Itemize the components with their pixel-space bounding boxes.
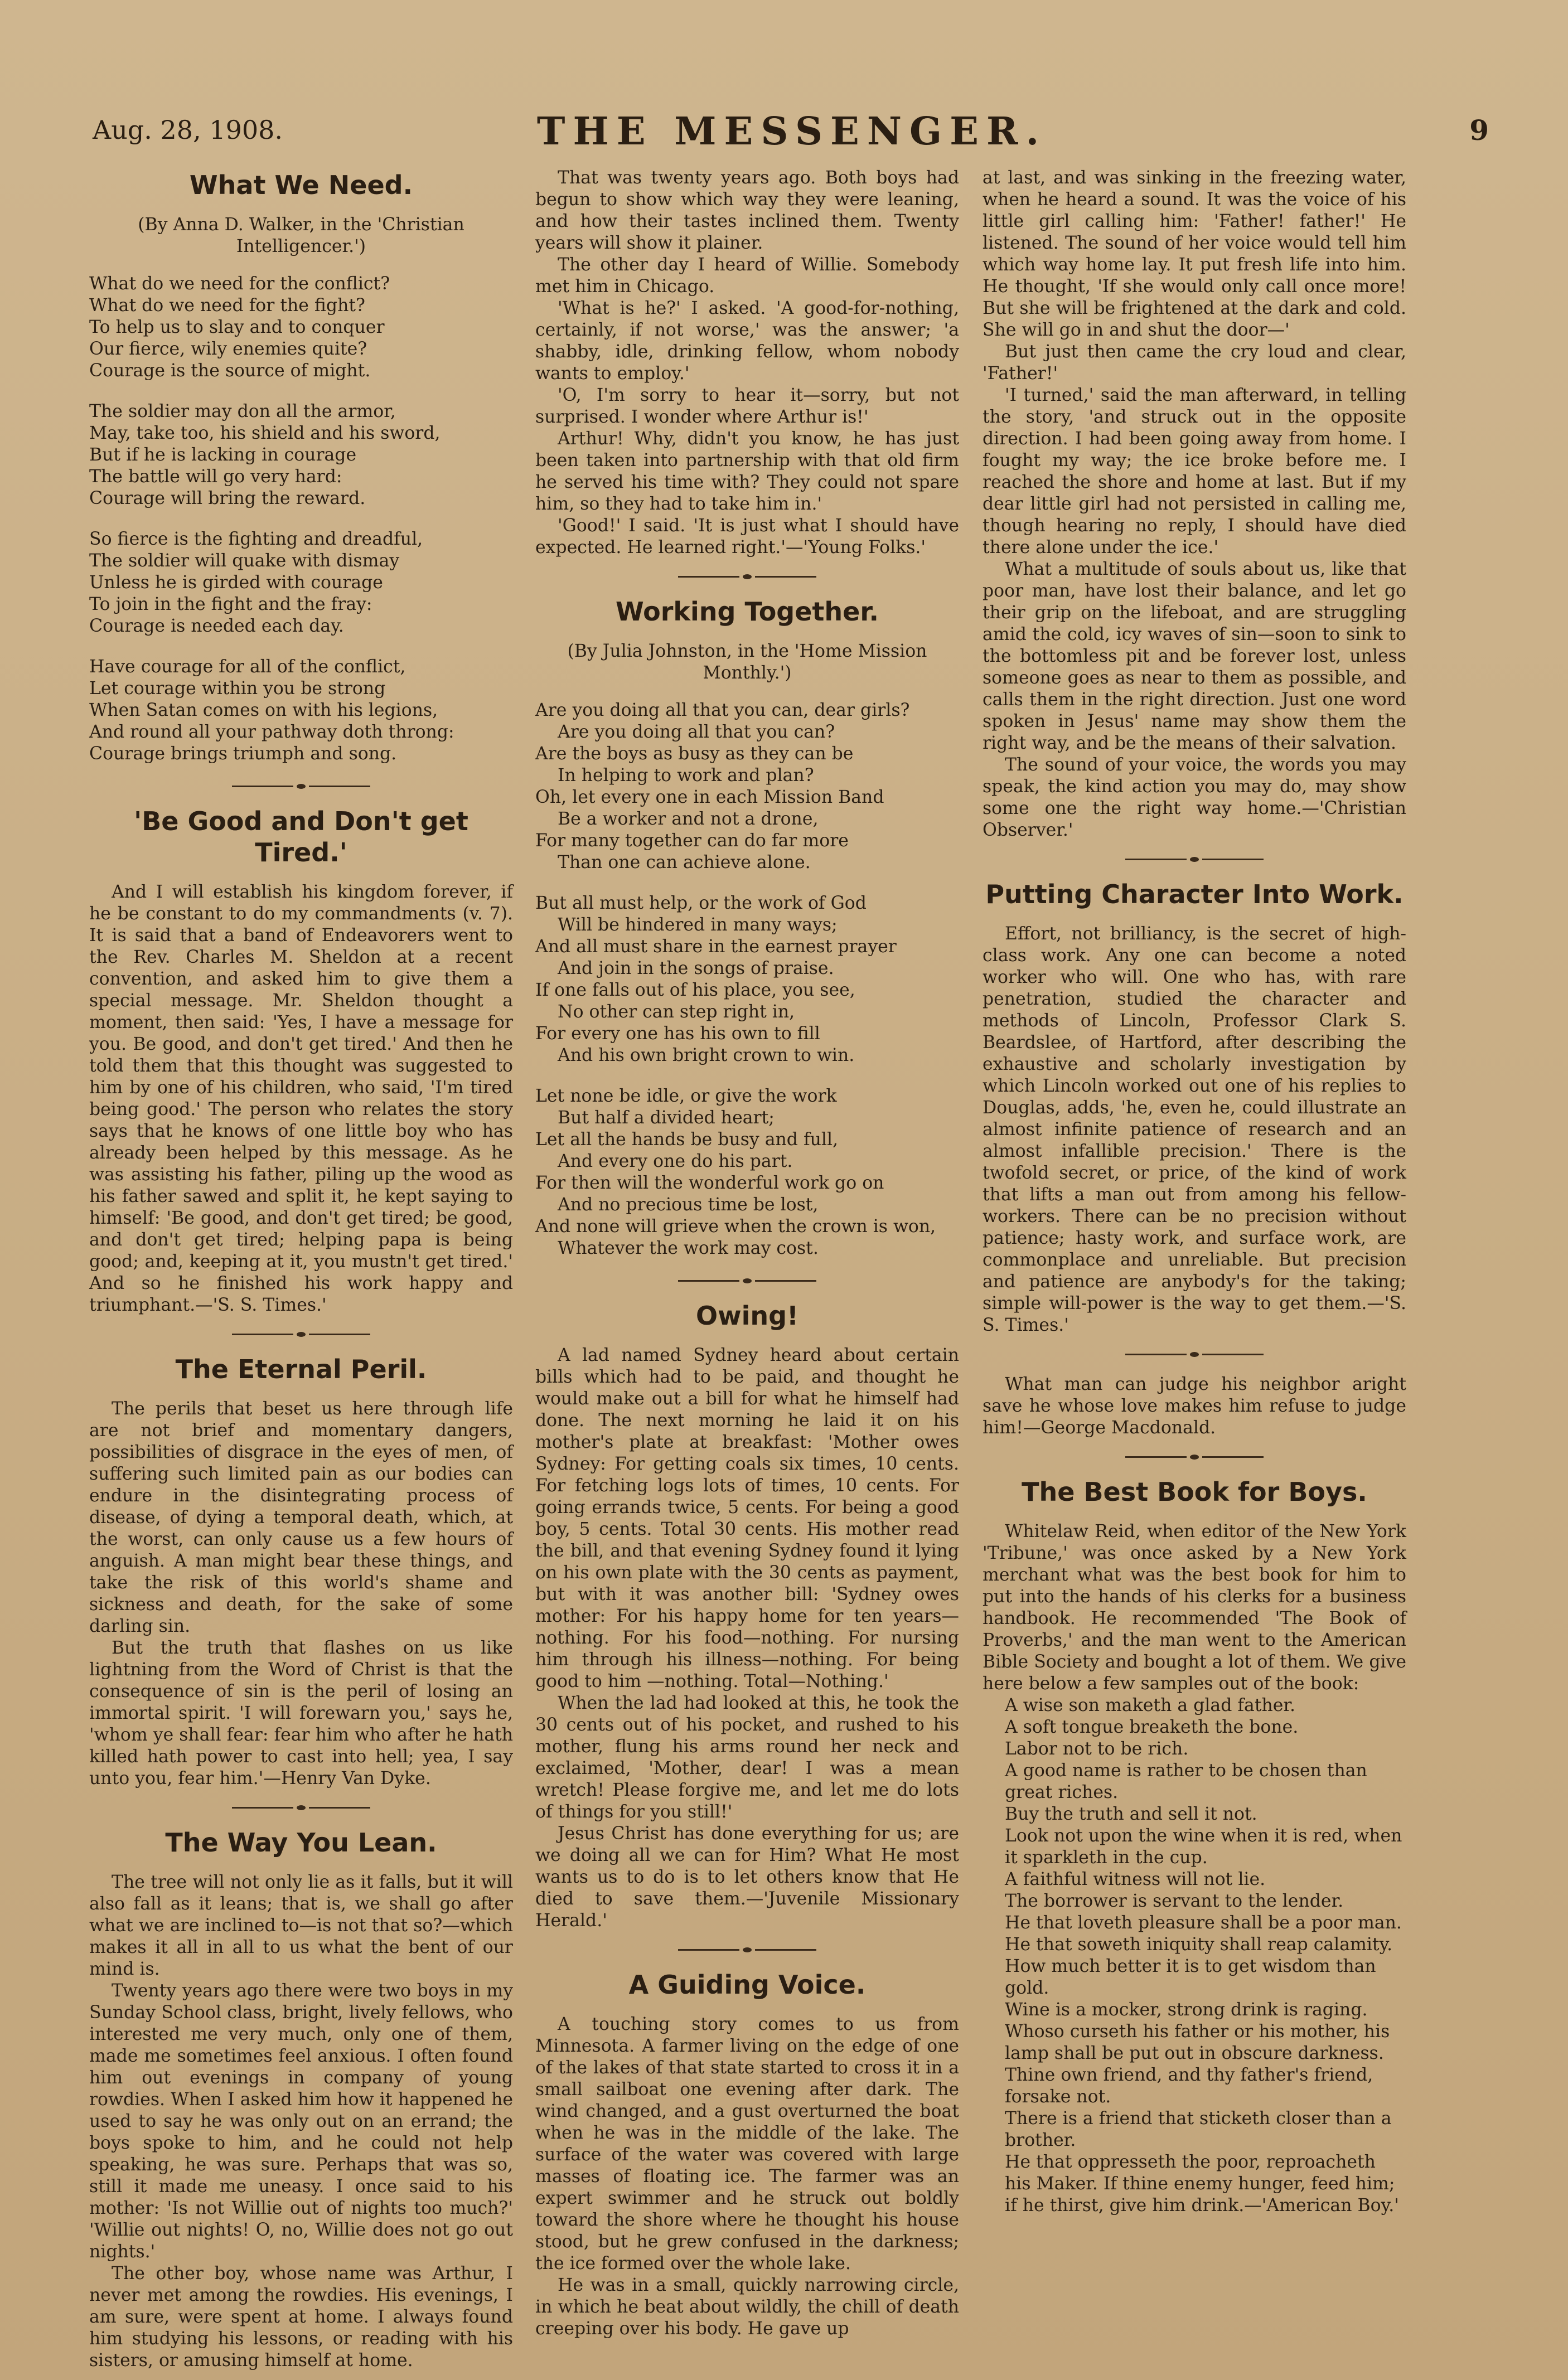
poem-line: And none will grieve when the crown is won,: [535, 1216, 936, 1237]
poem-line: Courage is needed each day.: [89, 616, 344, 636]
section-divider: [535, 574, 959, 579]
proverb: Wine is a mocker, strong drink is raging.: [1005, 2000, 1368, 2020]
article-paragraph: Effort, not brilliancy, is the secret of high-class work. Any one can become a noted worker who will. One who has, with rare penetration, studied the character and methods of Lincoln, Professor Clark S. Beardslee, of Hartford, after describing the exhaustive and scholarly investigation by which Lincoln worked out one of his replies to Douglas, adds, 'he, even he, could illustrate an almost infinite patience of research and an almost infallible precision.' There is the twofold secret, or price, of the kind of work that lifts a man out from among his fellow-workers. There can be no precision without patience; hasty work, and surface work, are commonplace and unreliable. But precision and patience are anybody's for the taking; simple will-power is the way to get them.—'S. S. Times.': [983, 924, 1406, 1335]
section-divider: [89, 1805, 513, 1810]
column-1: [89, 167, 513, 2371]
article-paragraph: Arthur! Why, didn't you know, he has just been taken into partnership with that old firm he served his time with? They could not spare him, so they had to take him in.': [535, 429, 959, 514]
proverb: How much better it is to get wisdom than gold.: [1005, 1956, 1376, 1998]
page-number: 9: [1469, 114, 1489, 147]
poem-line: The battle will go very hard:: [89, 467, 342, 487]
article-title: 'Be Good and Don't get Tired.': [134, 806, 468, 867]
poem-line: Let none be idle, or give the work: [535, 1086, 837, 1106]
section-divider: [89, 1332, 513, 1337]
proverb: A good name is rather to be chosen than great riches.: [1005, 1761, 1367, 1802]
poem-line: Whatever the work may cost.: [558, 1238, 819, 1258]
proverb: He that loveth pleasure shall be a poor man.: [1005, 1913, 1402, 1933]
article-paragraph: What a multitude of souls about us, like that poor man, have lost their balance, and let go their grip on the lifeboat, and are struggling amid the cold, icy waves of sin—soon to sink to the bottomless pit and be forever lost, unless someone goes as near to them as possible, and calls them in the right direction. Just one word spoken in Jesus' name may show them the right way, and be the means of their salvation.: [983, 559, 1406, 753]
poem-line: So fierce is the fighting and dreadful,: [89, 529, 423, 549]
poem-line: But half a divided heart;: [558, 1108, 775, 1128]
poem-line: Unless he is girded with courage: [89, 573, 383, 593]
poem-line: In helping to work and plan?: [558, 765, 814, 786]
poem-line: To help us to slay and to conquer: [89, 317, 385, 337]
proverb: A faithful witness will not lie.: [1005, 1869, 1266, 1889]
poem-line: But all must help, or the work of God: [535, 893, 867, 913]
poem-line: Our fierce, wily enemies quite?: [89, 339, 367, 359]
section-divider: [983, 1352, 1406, 1357]
proverb: He that soweth iniquity shall reap calamity.: [1005, 1935, 1393, 1955]
column-2: [535, 167, 959, 2347]
poem-line: Have courage for all of the conflict,: [89, 657, 406, 677]
article-paragraph: 'I turned,' said the man afterward, in telling the story, 'and struck out in the opposite direction. I had been going away from home. I fought my way; the ice broke before me. I reached the shore and home at last. But if my dear little girl had not persisted in calling me, though hearing no reply, I should have died there alone under the ice.': [983, 385, 1406, 558]
article-byline: (By Julia Johnston, in the 'Home Mission Monthly.'): [567, 641, 927, 683]
poem-stanza: [89, 529, 513, 637]
article-paragraph: When the lad had looked at this, he took the 30 cents out of his pocket, and rushed to his mother, flung his arms round her neck and exclaimed, 'Mother, dear! I was a mean wretch! Please forgive me, and let me do lots of things for you still!': [535, 1693, 959, 1822]
poem-line: But if he is lacking in courage: [89, 445, 357, 465]
article-paragraph: That was twenty years ago. Both boys had begun to show which way they were leaning, and how their tastes inclined them. Twenty years will show it plainer.: [535, 168, 959, 253]
proverb: Buy the truth and sell it not.: [1005, 1804, 1257, 1824]
poem-line: No other can step right in,: [558, 1002, 795, 1022]
section-divider: [983, 1455, 1406, 1460]
poem-line: Than one can achieve alone.: [558, 852, 811, 872]
article-paragraph: But the truth that flashes on us like lightning from the Word of Christ is that the consequence of sin is the peril of losing an immortal spirit. 'I will forewarn you,' says he, 'whom ye shall fear: fear him who after he hath killed hath power to cast into hell; yea, I say unto you, fear him.'—Henry Van Dyke.: [89, 1638, 513, 1788]
proverb: Look not upon the wine when it is red, when it sparkleth in the cup.: [1005, 1826, 1402, 1868]
poem-line: The soldier will quake with dismay: [89, 551, 400, 571]
poem-line: Let all the hands be busy and full,: [535, 1130, 839, 1150]
poem-line: What do we need for the fight?: [89, 295, 365, 316]
section-divider: [535, 1947, 959, 1952]
article-paragraph: at last, and was sinking in the freezing water, when he heard a sound. It was the voice of his little girl calling him: 'Father! father!' He listened. The sound of her voice would tell him which way home lay. It put fresh life into him. He thought, 'If she would only call once more! But she will be frightened at the dark and cold. She will go in and shut the door—': [983, 168, 1406, 340]
poem-stanza: [89, 656, 513, 765]
poem-line: And his own bright crown to win.: [558, 1045, 855, 1065]
article-paragraph: A lad named Sydney heard about certain bills which had to be paid, and thought he would make out a bill for what he himself had done. The next morning he laid it on his mother's plate at breakfast: 'Mother owes Sydney: For getting coals six times, 10 cents. For fetching logs lots of times, 10 cents. For going errands twice, 5 cents. For being a good boy, 5 cents. Total 30 cents. His mother read the bill, and that evening Sydney found it lying on his own plate with the 30 cents as payment, but with it was another bill: 'Sydney owes mother: For his happy home for ten years—nothing. For his food—nothing. For nursing him through his illness—nothing. For being good to him —nothing. Total—Nothing.': [535, 1345, 959, 1691]
poem-line: What do we need for the conflict?: [89, 274, 390, 294]
proverb: A wise son maketh a glad father.: [1005, 1695, 1296, 1715]
article-paragraph: Jesus Christ has done everything for us; are we doing all we can for Him? What He most wants us to do is to let others know that He died to save them.—'Juvenile Missionary Herald.': [535, 1824, 959, 1931]
article-paragraph: He was in a small, quickly narrowing circle, in which he beat about wildly, the chill of death creeping over his body. He gave up: [535, 2275, 959, 2339]
proverb: Whoso curseth his father or his mother, his lamp shall be put out in obscure darkness.: [1005, 2022, 1390, 2063]
page-header: [89, 109, 1494, 159]
poem-line: For every one has his own to fill: [535, 1024, 820, 1044]
poem-line: Courage is the source of might.: [89, 361, 371, 381]
article-title: What We Need.: [189, 170, 413, 200]
article-byline: (By Anna D. Walker, in the 'Christian Intelligencer.'): [138, 215, 464, 256]
section-divider: [89, 784, 513, 789]
article-paragraph: The perils that beset us here through life are not brief and momentary dangers, possibilities of disgrace in the eyes of men, of suffering such limited pain as our bodies can endure in the disintegrating process of disease, of dying a temporal death, which, at the worst, can only cause us a few hours of anguish. A man might bear these things, and take the risk of this world's shame and sickness and death, for the sake of some darling sin.: [89, 1399, 513, 1636]
article-paragraph: Whitelaw Reid, when editor of the New York 'Tribune,' was once asked by a New York merchant what was the best book for him to put into the hands of his clerks for a business handbook. He recommended 'The Book of Proverbs,' and the man went to the American Bible Society and bought a lot of them. We give here below a few samples out of the book:: [983, 1521, 1406, 1694]
poem-line: Oh, let every one in each Mission Band: [535, 787, 884, 807]
poem-line: And every one do his part.: [558, 1151, 793, 1171]
article-paragraph: A touching story comes to us from Minnesota. A farmer living on the edge of one of the lakes of that state started to cross it in a small sailboat one evening after dark. The wind changed, and a gust overturned the boat when he was in the middle of the lake. The surface of the water was covered with large masses of floating ice. The farmer was an expert swimmer and he struck out boldly toward the shore where he thought his house stood, but he grew confused in the darkness; the ice formed over the whole lake.: [535, 2014, 959, 2274]
section-divider: [983, 857, 1406, 862]
poem-line: When Satan comes on with his legions,: [89, 700, 438, 720]
article-paragraph: 'Good!' I said. 'It is just what I should have expected. He learned right.'—'Young Folks.': [535, 516, 959, 558]
poem-line: Are the boys as busy as they can be: [535, 744, 854, 764]
proverb: He that oppresseth the poor, reproacheth his Maker. If thine enemy hunger, feed him; if he thirst, give him drink.—'American Boy.': [1005, 2152, 1399, 2216]
article-paragraph: And I will establish his kingdom forever, if he be constant to do my commandments (v. 7). It is said that a band of Endeavorers went to the Rev. Charles M. Sheldon at a recent convention, and asked him to give them a special message. Mr. Sheldon thought a moment, then said: 'Yes, I have a message for you. Be good, and don't get tired.' And then he told them that this thought was suggested to him by one of his children, who said, 'I'm tired being good.' The person who relates the story says that he knows of one little boy who has already been helped by this message. As he was assisting his father, piling up the wood as his father sawed and split it, he kept saying to himself: 'Be good, and don't get tired; be good, and don't get tired; helping papa is being good; and, keeping at it, you mustn't get tired.' And so he finished his work happy and triumphant.—'S. S. Times.': [89, 882, 513, 1315]
poem-stanza: [535, 893, 959, 1067]
column-3: [983, 167, 1406, 2347]
poem-line: Courage brings triumph and song.: [89, 744, 397, 764]
poem-line: To join in the fight and the fray:: [89, 594, 372, 614]
article-title: The Eternal Peril.: [175, 1354, 427, 1384]
poem-line: Be a worker and not a drone,: [558, 809, 819, 829]
proverb: The borrower is servant to the lender.: [1005, 1891, 1344, 1911]
article-paragraph: The other boy, whose name was Arthur, I never met among the rowdies. His evenings, I am sure, were spent at home. I always found him studying his lessons, or reading with his sisters, or amusing himself at home.: [89, 2263, 513, 2371]
poem-line: Courage will bring the reward.: [89, 488, 366, 508]
article-title: Owing!: [695, 1301, 799, 1331]
poem-line: And all must share in the earnest prayer: [535, 937, 897, 957]
poem-line: And round all your pathway doth throng:: [89, 722, 454, 742]
poem-line: May, take too, his shield and his sword,: [89, 423, 441, 443]
article-title: A Guiding Voice.: [628, 1970, 866, 2000]
poem-line: If one falls out of his place, you see,: [535, 980, 855, 1000]
proverb-list: [983, 1695, 1406, 2217]
article-paragraph: Twenty years ago there were two boys in my Sunday School class, bright, lively fellows, who interested me very much, only one of them, made me sometimes feel anxious. I often found him out evenings in company of young rowdies. When I asked him how it happened he used to say he was only out on an errand; the boys spoke to him, and he could not help speaking, he was sure. Perhaps that was so, still it made me uneasy. I once said to his mother: 'Is not Willie out of nights too much?' 'Willie out nights! O, no, Willie does not go out nights.': [89, 1981, 513, 2262]
poem-line: Will be hindered in many ways;: [558, 915, 838, 935]
poem-line: Are you doing all that you can?: [558, 722, 835, 742]
article-title: Working Together.: [616, 597, 879, 627]
article-paragraph: The tree will not only lie as it falls, but it will also fall as it leans; that is, we shall go after what we are inclined to—is not that so?—which makes it all in all to us what the bent of our mind is.: [89, 1872, 513, 1979]
poem-line: And no precious time be lost,: [558, 1195, 819, 1215]
poem-stanza: [89, 273, 513, 382]
poem-line: And join in the songs of praise.: [558, 958, 834, 978]
poem-line: For many together can do far more: [535, 831, 849, 851]
poem-stanza: [535, 700, 959, 874]
issue-date: Aug. 28, 1908.: [93, 115, 283, 145]
masthead-title: THE MESSENGER.: [536, 109, 1047, 154]
poem-line: The soldier may don all the armor,: [89, 401, 396, 421]
poem-stanza: [89, 401, 513, 510]
article-paragraph: 'O, I'm sorry to hear it—sorry, but not surprised. I wonder where Arthur is!': [535, 385, 959, 427]
proverb: There is a friend that sticketh closer than a brother.: [1005, 2108, 1392, 2150]
article-paragraph: But just then came the cry loud and clear, 'Father!': [983, 342, 1406, 384]
article-title: The Way You Lean.: [165, 1828, 437, 1858]
article-paragraph: The other day I heard of Willie. Somebody met him in Chicago.: [535, 255, 959, 297]
article-paragraph: The sound of your voice, the words you may speak, the kind action you may do, may show some one the right way home.—'Christian Observer.': [983, 755, 1406, 840]
poem-line: For then will the wonderful work go on: [535, 1173, 884, 1193]
proverb: Labor not to be rich.: [1005, 1739, 1189, 1759]
article-paragraph: 'What is he?' I asked. 'A good-for-nothing, certainly, if not worse,' was the answer; 'a shabby, idle, drinking fellow, whom nobody wants to employ.': [535, 298, 959, 384]
proverb: A soft tongue breaketh the bone.: [1005, 1717, 1299, 1737]
poem-stanza: [535, 1085, 959, 1259]
article-paragraph: What man can judge his neighbor aright save he whose love makes him refuse to judge him!—George Macdonald.: [983, 1374, 1406, 1438]
proverb: Thine own friend, and thy father's friend, forsake not.: [1005, 2065, 1373, 2107]
section-divider: [535, 1278, 959, 1283]
poem-line: Are you doing all that you can, dear girls?: [535, 700, 910, 720]
article-title: Putting Character Into Work.: [985, 879, 1404, 909]
poem-line: Let courage within you be strong: [89, 678, 386, 699]
article-title: The Best Book for Boys.: [1022, 1477, 1367, 1507]
